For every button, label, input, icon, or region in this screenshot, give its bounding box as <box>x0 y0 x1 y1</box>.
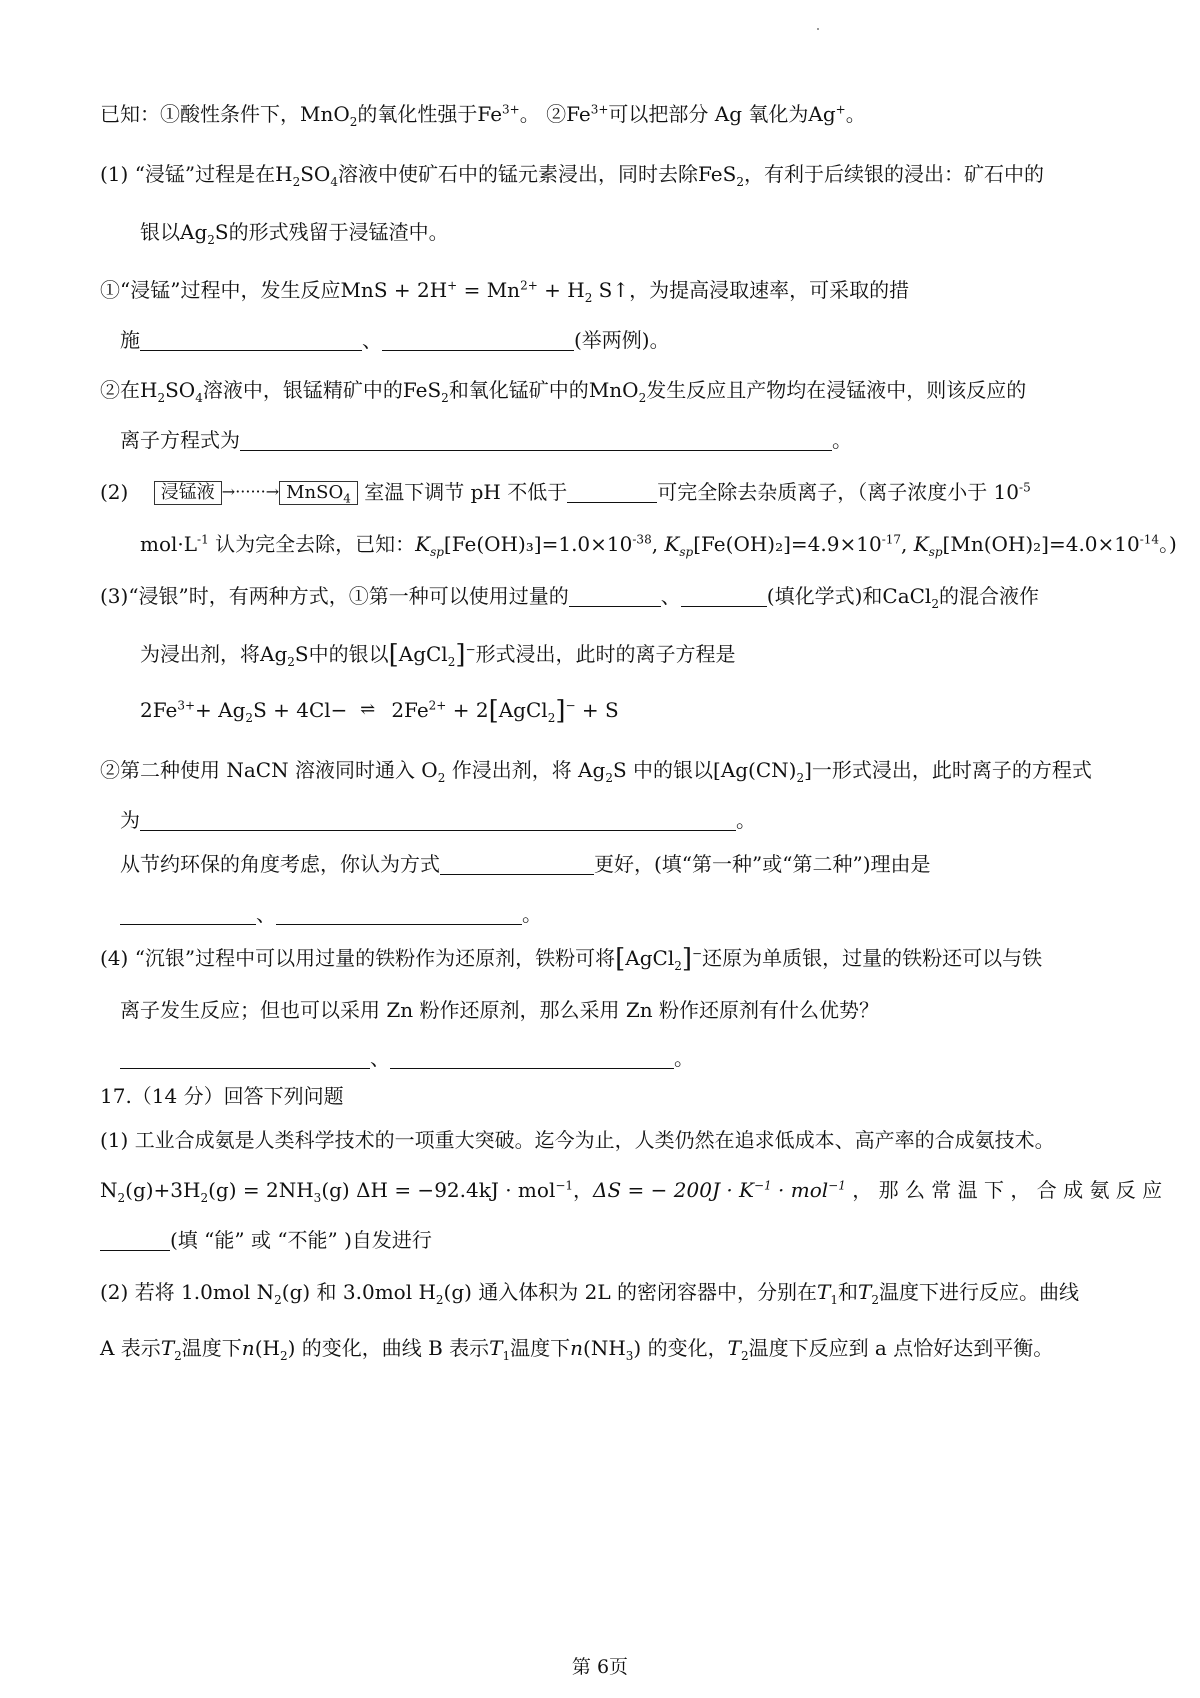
answer-blank-q3b[interactable] <box>681 586 767 607</box>
q1-sub1: ①“浸锰”过程中，发生反应MnS + $2H^+ = Mn^{2+} + H_2$ S↑，为提高浸取速率，可采取的措 <box>100 278 910 305</box>
q4-blanks: 、 。 <box>120 1044 694 1072</box>
q4-line1: (4) “沉银”过程中可以用过量的铁粉作为还原剂，铁粉可将[AgCl$_2$]−还原为单质银，过量的铁粉还可以与铁 <box>100 944 1043 974</box>
answer-blank-q17a[interactable] <box>100 1230 170 1251</box>
q3-env: 从节约环保的角度考虑，你认为方式 更好，(填“第一种”或“第二种”)理由是 <box>120 852 931 876</box>
q3-second-blank: 为 。 <box>120 808 756 832</box>
answer-blank-3[interactable] <box>240 430 832 451</box>
page-number: 第 6页 <box>571 1656 629 1678</box>
known-line: 已知：①酸性条件下，MnO$_2$的氧化性强于$Fe^{3+}$。 $②Fe^{3+}$可以把部分 Ag 氧化为Ag+。 <box>100 102 866 129</box>
answer-blank-q3f[interactable] <box>276 904 522 925</box>
q17-eq: $N_2(g)+3H_2(g) = 2NH_3(g) \Delta H = -92.4kJ \cdot mol^{-1}$，ΔS = − $200J \cdot K^{-1} \cdot mol^{-1}$ ， 那 么 常 温 下 ， 合 成 氨 反 应 <box>100 1178 1163 1205</box>
q3-equation: $2Fe^{3+}+ Ag_2S + 4Cl-$ ⇌ $2Fe^{2+}$ + 2[AgCl$_2$]− + S <box>140 696 619 726</box>
q17-p3: A 表示$T_2$温度下$n(H_2)$ 的变化，曲线 B 表示$T_1$温度下$n(NH_3)$ 的变化，$T_2$温度下反应到 a 点恰好达到平衡。 <box>100 1336 1054 1363</box>
answer-blank-q4a[interactable] <box>120 1048 370 1069</box>
q1-intro: (1) “浸锰”过程是在$H_2SO_4$溶液中使矿石中的锰元素浸出，同时去除FeS$_2$，有利于后续银的浸出：矿石中的 <box>100 162 1044 189</box>
q3-env-blanks: 、 。 <box>120 900 542 928</box>
q4-line2: 离子发生反应；但也可以采用 Zn 粉作还原剂，那么采用 Zn 粉作还原剂有什么优势？ <box>120 998 879 1022</box>
answer-blank-ph[interactable] <box>567 482 657 503</box>
q2-line1: (2) 浸锰液 →······→ MnSO$_4$ 室温下调节 pH 不低于 可完全除去杂质离子，（离子浓度小于 $10^{-5}$ <box>100 480 1031 506</box>
answer-blank-q3c[interactable] <box>140 810 736 831</box>
q3-line1: (3)“浸银”时，有两种方式，①第一种可以使用过量的 、 (填化学式)和CaCl$_2$的混合液作 <box>100 584 1039 611</box>
equilibrium-arrow: ⇌ <box>360 699 373 720</box>
answer-blank-q4b[interactable] <box>390 1048 674 1069</box>
q1-sub1-blanks: 施 、 (举两例)。 <box>120 328 670 352</box>
q17-p2: (2) 若将 1.0mol $N_2(g)$ 和 3.0mol $H_2(g)$ 通入体积为 2L 的密闭容器中，分别在$T_1$和$T_2$温度下进行反应。曲线 <box>100 1280 1080 1307</box>
mnso4-box: MnSO$_4$ <box>279 481 358 505</box>
answer-blank-1[interactable] <box>140 330 362 351</box>
scan-speck <box>817 28 819 30</box>
q17-title: 17.（14 分）回答下列问题 <box>100 1084 344 1108</box>
q3-second: ②第二种使用 NaCN 溶液同时通入 $O_2$ 作浸出剂，将 $Ag_2S$ 中的银以$[Ag(CN)_2]$一形式浸出，此时离子的方程式 <box>100 758 1092 785</box>
answer-blank-q3e[interactable] <box>120 904 256 925</box>
q1-intro-line2: 银以$Ag_2S$的形式残留于浸锰渣中。 <box>140 220 449 247</box>
answer-blank-q3d[interactable] <box>440 854 594 875</box>
q3-line2: 为浸出剂，将$Ag_2S$中的银以[AgCl$_2$]−形式浸出，此时的离子方程是 <box>140 640 736 670</box>
answer-blank-2[interactable] <box>382 330 574 351</box>
q17-fill: (填 “能” 或 “不能” )自发进行 <box>100 1226 432 1254</box>
answer-blank-q3a[interactable] <box>569 586 661 607</box>
q1-sub2: ②在$H_2SO_4$溶液中，银锰精矿中的FeS$_2$和氧化锰矿中的MnO$_2$发生反应且产物均在浸锰液中，则该反应的 <box>100 378 1027 405</box>
leach-solution-box: 浸锰液 <box>154 481 222 505</box>
q1-sub2-blank: 离子方程式为 。 <box>120 428 852 452</box>
q2-line2: $mol\cdot L^{-1}$ 认为完全去除，已知：$K_{sp}[Fe(OH)_3]=1.0\times 10^{-38}$, $K_{sp}[Fe(OH)_2]=4.9\times 10^{-17}$, $K_{sp}[Mn(OH)_2]=4.0\times 10^{-14}$。) <box>140 532 1177 559</box>
q17-p1: (1) 工业合成氨是人类科学技术的一项重大突破。迄今为止，人类仍然在追求低成本、高产率的合成氨技术。 <box>100 1128 1055 1152</box>
process-arrow: →······→ <box>221 482 280 501</box>
